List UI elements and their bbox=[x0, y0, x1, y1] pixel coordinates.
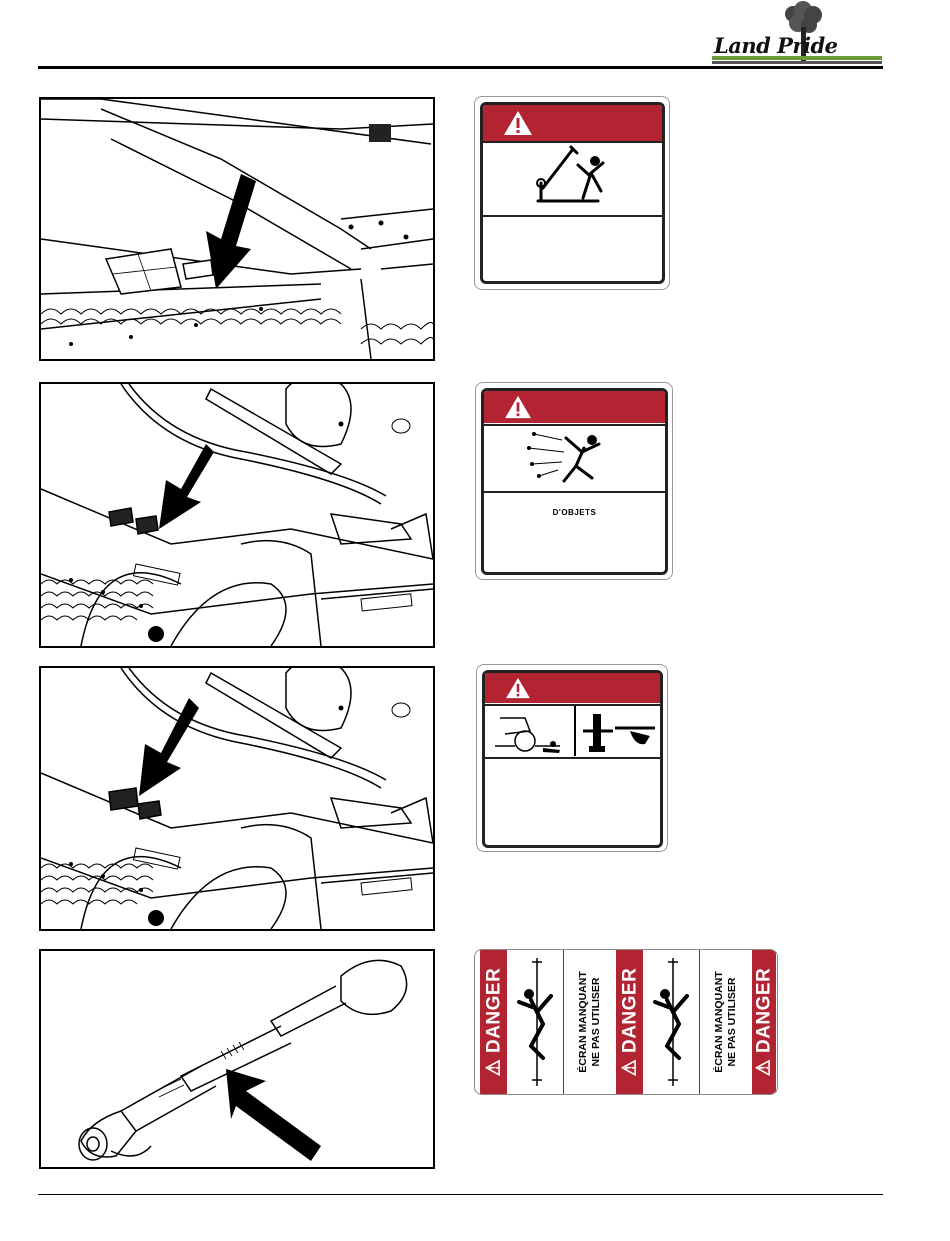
decal-1 bbox=[480, 102, 665, 284]
thrown-objects-hazard-icon bbox=[484, 426, 665, 490]
logo-text: Land Pride bbox=[714, 33, 838, 58]
french-text-panel-2 bbox=[700, 950, 752, 1094]
danger-panel-2 bbox=[616, 950, 643, 1094]
entanglement-icon-1 bbox=[507, 950, 564, 1094]
decal-2-caption: D'OBJETS bbox=[552, 508, 597, 517]
entanglement-icon-2 bbox=[643, 950, 700, 1094]
illustration-panel-1 bbox=[39, 97, 435, 361]
decal-3-header-bar bbox=[485, 673, 660, 703]
falling-wing-hazard-icon bbox=[483, 143, 662, 213]
decal-3-frame bbox=[476, 664, 668, 852]
warning-triangle-icon bbox=[504, 395, 532, 419]
illustration-panel-2 bbox=[39, 382, 435, 648]
illustration-panel-3 bbox=[39, 666, 435, 931]
danger-panel-3 bbox=[752, 950, 776, 1094]
header-rule bbox=[38, 66, 883, 69]
footer-rule bbox=[38, 1194, 883, 1195]
french-text-panel-1 bbox=[564, 950, 616, 1094]
fr-line-1: ÉCRAN MANQUANT bbox=[577, 971, 589, 1073]
entanglement-hazard-icon bbox=[507, 950, 563, 1094]
land-pride-logo bbox=[708, 0, 884, 72]
fr-line-2: NE PAS UTILISER bbox=[726, 977, 738, 1067]
fr-line-1: ÉCRAN MANQUANT bbox=[713, 971, 725, 1073]
decal-3 bbox=[482, 670, 663, 848]
decal-2-header-bar bbox=[484, 391, 665, 423]
danger-label-3: ⚠ DANGER bbox=[753, 967, 775, 1077]
fr-line-2: NE PAS UTILISER bbox=[590, 977, 602, 1067]
warning-triangle-icon bbox=[503, 110, 533, 136]
runover-and-blade-hazard-icon bbox=[485, 706, 660, 756]
danger-label-1: ⚠ DANGER bbox=[483, 967, 504, 1077]
decal-1-frame bbox=[474, 96, 670, 290]
warning-triangle-icon bbox=[505, 677, 531, 699]
danger-label-2: ⚠ DANGER bbox=[619, 967, 640, 1077]
decal-2 bbox=[481, 388, 668, 575]
illustration-panel-4 bbox=[39, 949, 435, 1169]
entanglement-hazard-icon bbox=[643, 950, 699, 1094]
decal-4-danger-strip bbox=[474, 949, 778, 1095]
danger-panel-1 bbox=[480, 950, 507, 1094]
decal-2-frame bbox=[475, 382, 673, 580]
decal-1-header-bar bbox=[483, 105, 662, 141]
